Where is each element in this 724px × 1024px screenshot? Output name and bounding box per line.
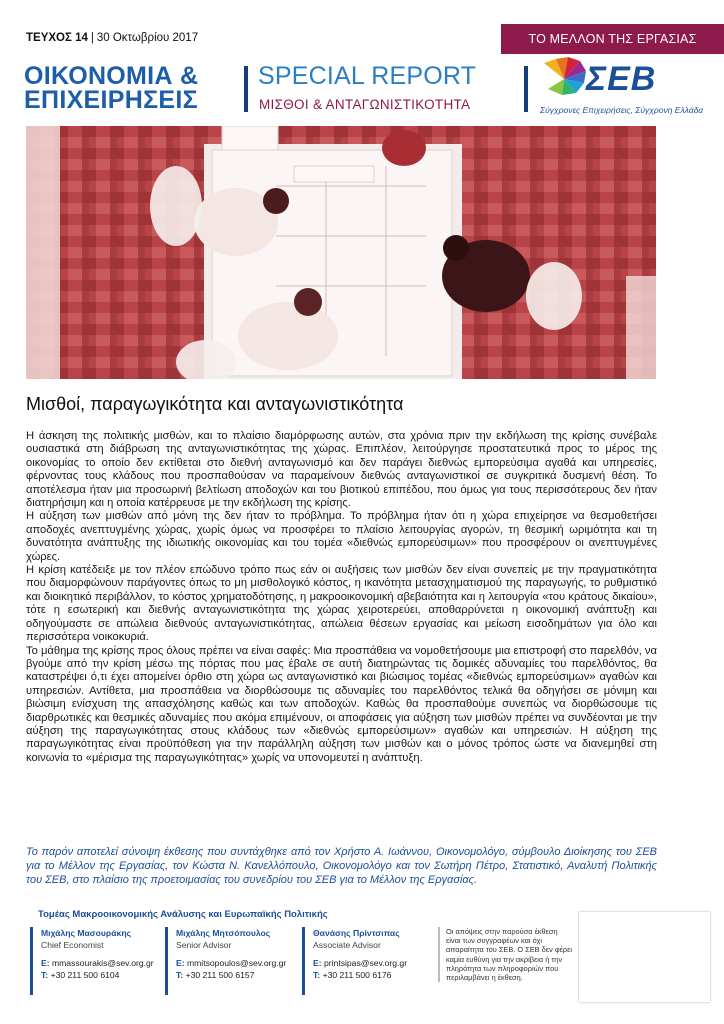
hero-meeting-image: [26, 126, 656, 379]
contact-phone: +30 211 500 6176: [322, 970, 392, 980]
issue-line: [26, 32, 198, 44]
authorship-note: Το παρόν αποτελεί σύνοψη έκθεσης που συντάχθηκε από τον Χρήστο Α. Ιωάννου, Οικονομολόγο, σύμβουλο Διοίκησης του ΣΕΒ για το Μέλλον της Εργασίας, τον Κώστα Ν. Κανελλόπουλο, Οικονομολόγο και τον Σωτήρη Πέτρο, Στατιστικό, Αναλυτή Πολιτικής του ΣΕΒ, στο πλαίσιο της προετοιμασίας του συνεδρίου του ΣΕΒ για το Μέλλον της Εργασίας.: [26, 846, 657, 886]
section-title-line-2: ΕΠΙΧΕΙΡΗΣΕΙΣ: [24, 86, 198, 114]
header-divider-right: [524, 66, 528, 112]
article-body: [26, 430, 657, 765]
contact-card: [302, 927, 407, 995]
email-label: E:: [176, 958, 185, 968]
contact-role: Associate Advisor: [313, 940, 381, 950]
footer-blank-panel: [579, 912, 710, 1002]
contact-name: Θανάσης Πρίντσιπας: [313, 928, 400, 938]
contact-name: Μιχάλης Μασουράκης: [41, 928, 132, 938]
disclaimer-text: Οι απόψεις στην παρούσα έκθεση είναι των συγγραφέων και όχι απαραίτητα του ΣΕΒ. Ο ΣΕΒ δεν φέρει καμία ευθύνη για την ακρίβεια ή την πληρότητα των πληροφοριών που περιλαμβάνει η έκθεση.: [438, 927, 574, 982]
contact-email-link[interactable]: printsipas@sev.org.gr: [323, 958, 408, 968]
phone-label: T:: [41, 970, 49, 980]
contact-role: Senior Advisor: [176, 940, 232, 950]
contact-card: [165, 927, 286, 995]
issue-separator: |: [90, 32, 94, 44]
contact-role: Chief Economist: [41, 940, 104, 950]
issue-date: 30 Οκτωβρίου 2017: [96, 32, 199, 44]
article-paragraph: Η άσκηση της πολιτικής μισθών, και το πλαίσιο διαμόρφωσης αυτών, στα χρόνια πριν την εκδήλωση της κρίσης συνέβαλε ουσιαστικά στη διάβρωση της ανταγωνιστικότητας της χώρας. Επιπλέον, λειτούργησε προστατευτικά προς το μέρος της οικονομίας το οποίο δεν εκτίθεται στο διεθνή ανταγωνισμό και δεν παράγει διεθνώς εμπορεύσιμα αγαθά και υπηρεσίες, φέρνοντας τους κλάδους που προσπαθούσαν να παραμείνουν διεθνώς ανταγωνιστικοί σε συγκριτικά δυσμενή θέση. Το αποτέλεσμα ήταν μια προσωρινή βελτίωση αποδοχών και του βιοτικού επιπέδου, που όμως για τους περισσότερους δεν ήταν διατηρήσιμη και η οποία κατέρρευσε με την εκδήλωση της κρίσης.: [26, 430, 657, 510]
issue-number: ΤΕΥΧΟΣ 14: [26, 32, 88, 44]
contact-phone: +30 211 500 6104: [50, 970, 120, 980]
section-title: [24, 64, 236, 112]
report-title: SPECIAL REPORT: [258, 62, 477, 90]
logo-tagline: Σύγχρονες Επιχειρήσεις, Σύγχρονη Ελλάδα: [540, 105, 704, 115]
email-label: E:: [313, 958, 322, 968]
phone-label: T:: [176, 970, 184, 980]
section-title-line-1: ΟΙΚΟΝΟΜΙΑ &: [24, 62, 199, 90]
contact-card: [30, 927, 154, 995]
article-title: Μισθοί, παραγωγικότητα και ανταγωνιστικότητα: [26, 394, 404, 414]
report-subtitle: ΜΙΣΘΟΙ & ΑΝΤΑΓΩΝΙΣΤΙΚΟΤΗΤΑ: [259, 97, 471, 112]
series-banner: ΤΟ ΜΕΛΛΟΝ ΤΗΣ ΕΡΓΑΣΙΑΣ: [501, 24, 724, 54]
email-label: E:: [41, 958, 50, 968]
contact-phone: +30 211 500 6157: [185, 970, 255, 980]
article-paragraph: Η αύξηση των μισθών από μόνη της δεν ήταν το πρόβλημα. Το πρόβλημα ήταν ότι η χώρα επιχείρησε να θεσμοθετήσει αποδοχές ανεπτυγμένης χώρας, χωρίς όμως να προσφέρει το πλαίσιο λειτουργίας αγορών, τη θεσμική ωριμότητα και τη δυνατότητα ανάπτυξης της ιδιωτικής οικονομίας και του τομέα «διεθνώς εμπορεύσιμων» που προσφέρουν οι ανεπτυγμένες χώρες.: [26, 510, 657, 563]
contact-email-link[interactable]: mmitsopoulos@sev.org.gr: [186, 958, 287, 968]
article-paragraph: Το μάθημα της κρίσης προς όλους πρέπει να είναι σαφές: Μια προσπάθεια να νομοθετήσουμε μια επιστροφή στο παρελθόν, να βγούμε από την κρίση μέσω της πόρτας που μας έβαλε σε αυτή διατηρώντας τις δομικές αδυναμίες του παρελθόντος, θα καταστρέψει ό,τι έχει απομείνει όρθιο στη χώρα ως ανταγωνιστικό και βιώσιμος τομέας «διεθνώς εμπορεύσιμων» αγαθών και υπηρεσιών. Αντίθετα, μια προσπάθεια να διορθώσουμε τις αδυναμίες του παρελθόντος τελικά θα οδηγήσει σε μόνιμη και βιώσιμη ενίσχυση της απασχόλησης καθώς και των αποδοχών. Καθώς θα προσπαθούμε συνεπώς να διορθώσουμε τις διαρθρωτικές και θεσμικές αδυναμίες που ακόμα επιμένουν, οι αποφάσεις για αύξηση των μισθών πρέπει να συνδέονται με την αύξηση της παραγωγικότητας στους κλάδους των «διεθνώς εμπορεύσιμων» αγαθών και υπηρεσιών. Η αύξηση της παραγωγικότητας είναι προϋπόθεση για την παράλληλη αύξηση των μισθών και ο μόνος τρόπος ώστε να διανεμηθεί στη κοινωνία το «μέρισμα της παραγωγικότητας» χωρίς να υπονομευτεί η ανάπτυξη.: [26, 644, 657, 764]
phone-label: T:: [313, 970, 321, 980]
article-paragraph: Η κρίση κατέδειξε με τον πλέον επώδυνο τρόπο πως εάν οι αυξήσεις των μισθών δεν είναι συνεπείς με την πραγματικότητα που διαμορφώνουν παράγοντες όπως το μη μισθολογικό κόστος, η ικανότητα μετασχηματισμού της παραγωγής, το ρυθμιστικό και διοικητικό περιβάλλον, το κόστος χρηματοδότησης, η μακροοικονομική αβεβαιότητα και η λειτουργία «του κράτους δικαίου», τότε η εσωτερική και διεθνής ανταγωνιστικότητα της χώρας χειροτερεύει, αποθαρρύνεται η οικονομική ανάπτυξη και οδηγούμαστε σε απώλεια διεθνούς ανταγωνιστικότητας, απώλεια θέσεων εργασίας και μείωση εισοδημάτων για όλο και περισσότερα νοικοκυριά.: [26, 564, 657, 644]
header-divider-left: [244, 66, 248, 112]
logo-wordmark: ΣΕΒ: [586, 60, 657, 98]
contact-name: Μιχάλης Μητσόπουλος: [176, 928, 271, 938]
contact-email-link[interactable]: mmassourakis@sev.org.gr: [51, 958, 154, 968]
footer-department-title: Τομέας Μακροοικονομικής Ανάλυσης και Ευρωπαϊκής Πολιτικής: [38, 909, 328, 920]
